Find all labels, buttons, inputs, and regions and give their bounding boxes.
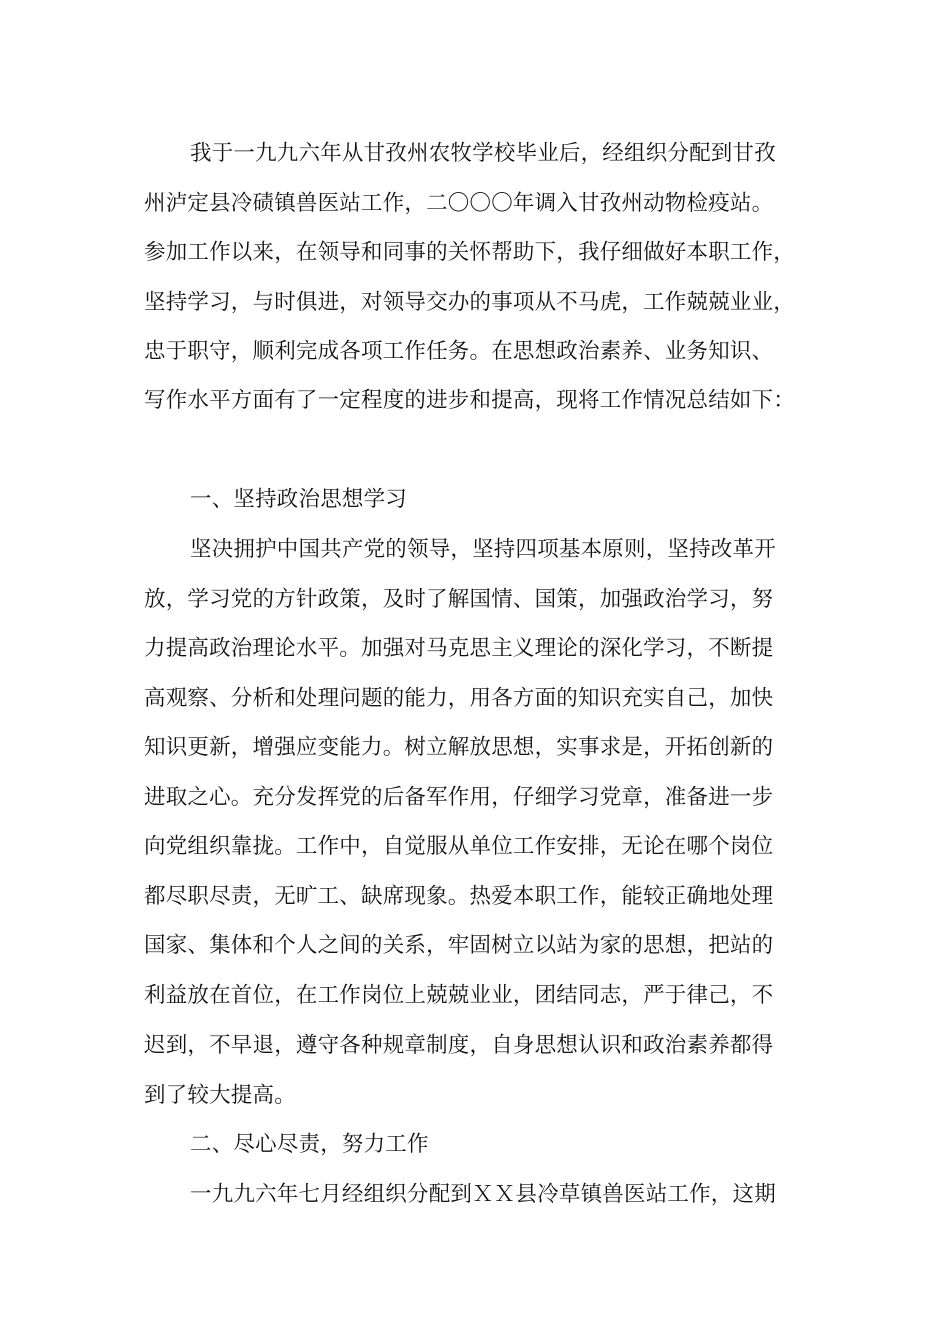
section1-line-8: 都尽职尽责，无旷工、缺席现象。热爱本职工作，能较正确地处理	[144, 884, 774, 909]
section1-line-9: 国家、集体和个人之间的关系，牢固树立以站为家的思想，把站的	[144, 933, 774, 958]
intro-line-1: 我于一九九六年从甘孜州农牧学校毕业后，经组织分配到甘孜	[190, 141, 776, 166]
section1-line-12: 到了较大提高。	[144, 1083, 296, 1108]
intro-line-3: 参加工作以来，在领导和同事的关怀帮助下，我仔细做好本职工作，	[144, 240, 796, 265]
section1-line-6: 进取之心。充分发挥党的后备军作用，仔细学习党章，准备进一步	[144, 785, 774, 810]
section2-heading: 二、尽心尽责，努力工作	[190, 1132, 429, 1157]
section1-line-7: 向党组织靠拢。工作中，自觉服从单位工作安排，无论在哪个岗位	[144, 834, 774, 859]
intro-line-2: 州泸定县冷碛镇兽医站工作，二〇〇〇年调入甘孜州动物检疫站。	[144, 191, 774, 216]
intro-line-5: 忠于职守，顺利完成各项工作任务。在思想政治素养、业务知识、	[144, 339, 774, 364]
section1-line-4: 高观察、分析和处理问题的能力，用各方面的知识充实自己，加快	[144, 686, 774, 711]
section1-line-5: 知识更新，增强应变能力。树立解放思想，实事求是，开拓创新的	[144, 735, 774, 760]
section1-line-10: 利益放在首位，在工作岗位上兢兢业业，团结同志，严于律己，不	[144, 983, 774, 1008]
section1-line-1: 坚决拥护中国共产党的领导，坚持四项基本原则，坚持改革开	[190, 537, 776, 562]
section1-line-3: 力提高政治理论水平。加强对马克思主义理论的深化学习，不断提	[144, 636, 774, 661]
intro-line-4: 坚持学习，与时俱进，对领导交办的事项从不马虎，工作兢兢业业，	[144, 290, 796, 315]
section1-heading: 一、坚持政治思想学习	[190, 487, 408, 512]
section2-line-1: 一九九六年七月经组织分配到ＸＸ县冷草镇兽医站工作，这期	[190, 1182, 776, 1207]
section1-line-2: 放，学习党的方针政策，及时了解国情、国策，加强政治学习，努	[144, 587, 774, 612]
section1-line-11: 迟到，不早退，遵守各种规章制度，自身思想认识和政治素养都得	[144, 1033, 774, 1058]
intro-line-6: 写作水平方面有了一定程度的进步和提高，现将工作情况总结如下：	[144, 388, 796, 413]
